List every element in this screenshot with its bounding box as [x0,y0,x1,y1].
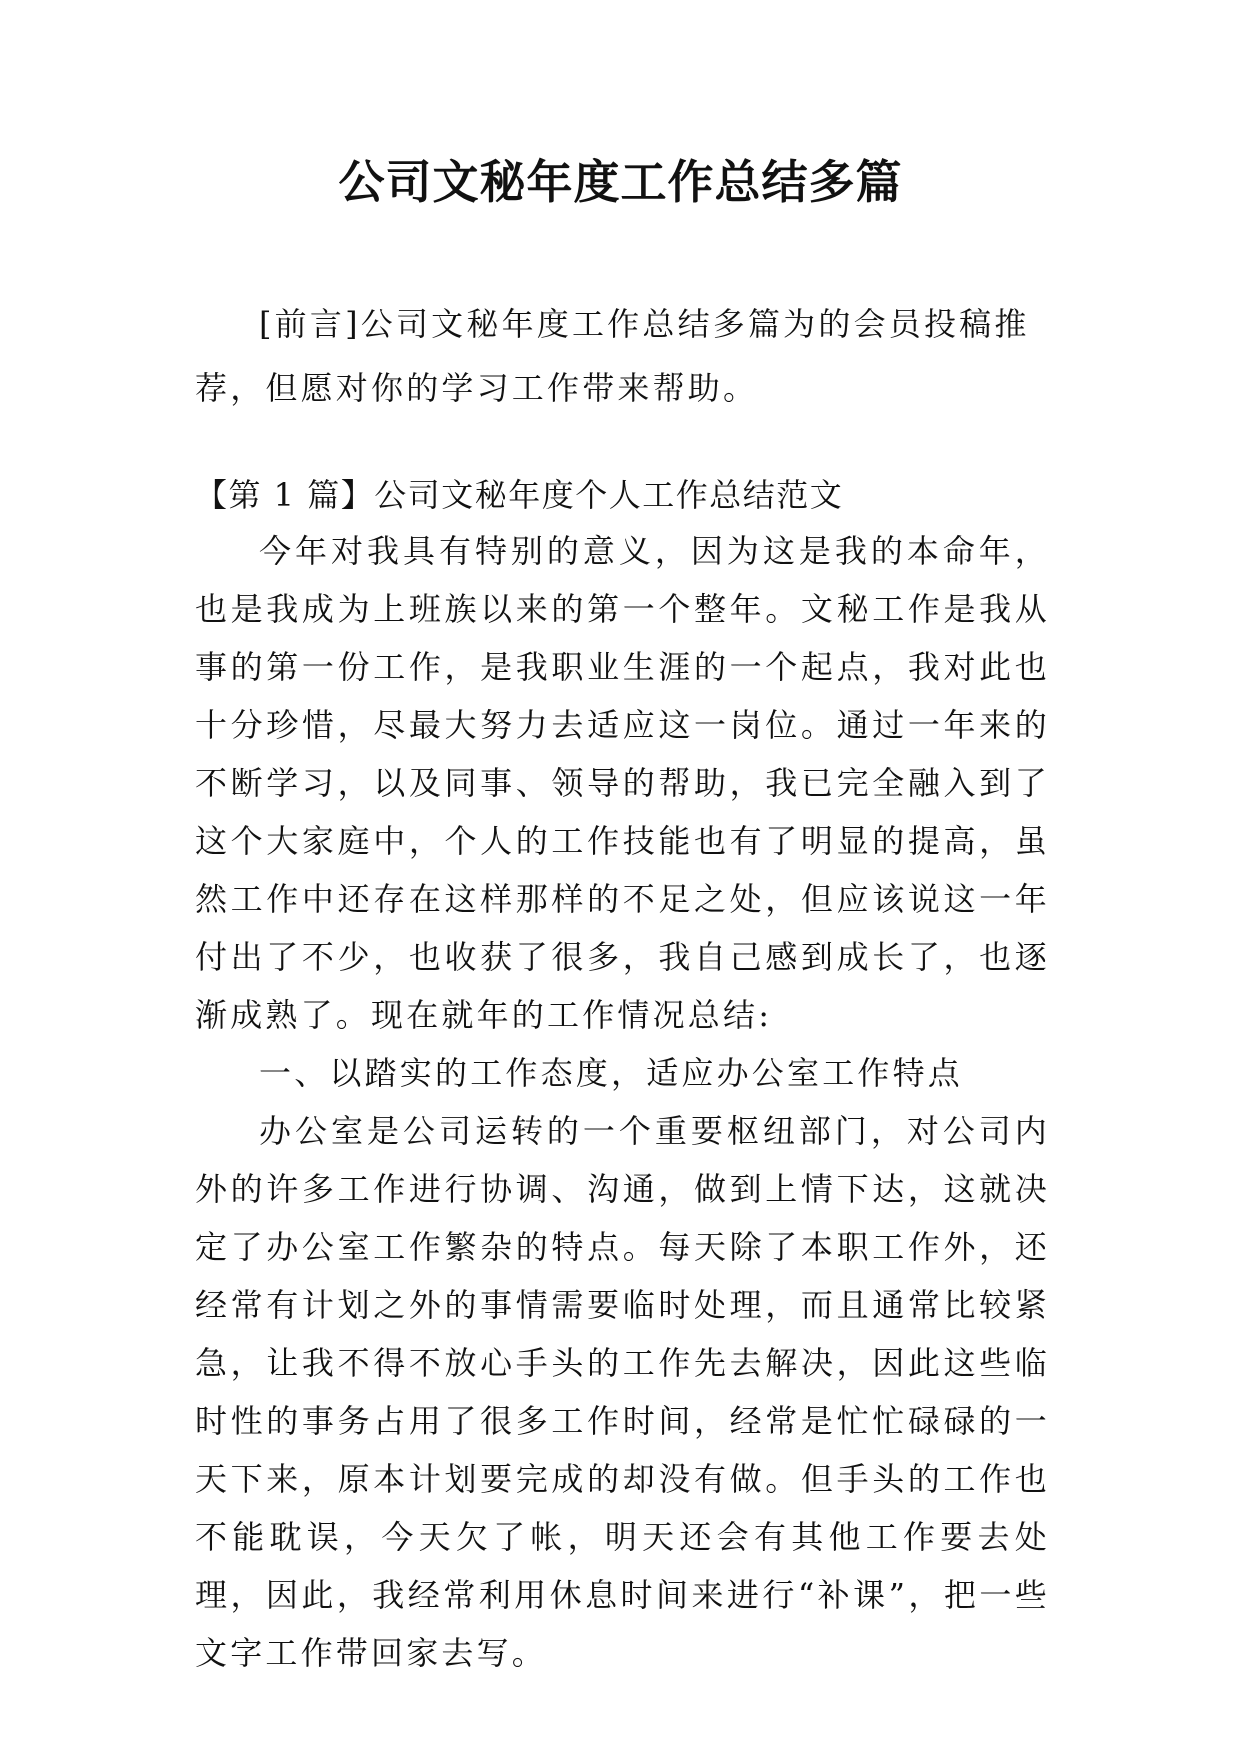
foreword-paragraph: [前言]公司文秘年度工作总结多篇为的会员投稿推荐，但愿对你的学习工作带来帮助。 [195,305,1030,407]
section-heading: 一、以踏实的工作态度，适应办公室工作特点 [259,1054,964,1092]
body-paragraph: 办公室是公司运转的一个重要枢纽部门，对公司内外的许多工作进行协调、沟通，做到上情下达，这就决定了办公室工作繁杂的特点。每天除了本职工作外，还经常有计划之外的事情需要临时处理，而且通常比较紧急，让我不得不放心手头的工作先去解决，因此这些临时性的事务占用了很多工作时间，经常是忙忙碌碌的一天下来，原本计划要完成的却没有做。但手头的工作也不能耽误，今天欠了帐，明天还会有其他工作要去处理，因此，我经常利用休息时间来进行“补课”，把一些文字工作带回家去写。 [195,1112,1050,1672]
document-title: 公司文秘年度工作总结多篇 [338,155,903,209]
chapter-heading: 【第 1 篇】公司文秘年度个人工作总结范文 [195,476,844,514]
chapter-body [195,522,1050,1682]
body-paragraph: 今年对我具有特别的意义，因为这是我的本命年，也是我成为上班族以来的第一个整年。文秘工作是我从事的第一份工作，是我职业生涯的一个起点，我对此也十分珍惜，尽最大努力去适应这一岗位。通过一年来的不断学习，以及同事、领导的帮助，我已完全融入到了这个大家庭中，个人的工作技能也有了明显的提高，虽然工作中还存在这样那样的不足之处，但应该说这一年付出了不少，也收获了很多，我自己感到成长了，也逐渐成熟了。现在就年的工作情况总结: [195,532,1050,1034]
